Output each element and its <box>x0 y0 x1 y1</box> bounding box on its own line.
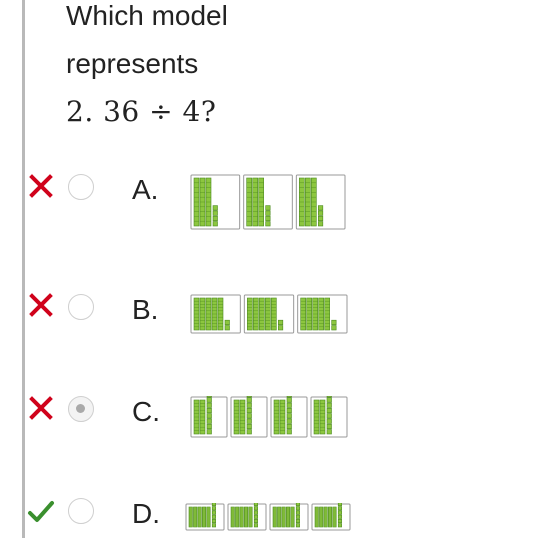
unit-cube <box>296 507 299 510</box>
unit-cube <box>296 519 299 522</box>
unit-cube <box>212 507 215 510</box>
unit-cube <box>287 396 292 397</box>
unit-cube <box>213 211 218 216</box>
tens-rod <box>200 400 205 434</box>
tens-rod <box>328 507 331 527</box>
unit-cube <box>225 326 230 331</box>
radio-button-selected[interactable] <box>68 396 94 422</box>
unit-cube <box>278 320 283 325</box>
unit-cube <box>327 414 332 419</box>
tens-rod <box>280 400 285 434</box>
tens-rod <box>212 298 217 330</box>
model-group <box>244 175 293 229</box>
tens-rod <box>200 178 205 226</box>
tens-rod <box>319 507 322 527</box>
left-border-rule <box>22 0 25 538</box>
tens-rod <box>194 400 199 434</box>
unit-cube <box>327 408 332 413</box>
unit-cube <box>213 206 218 211</box>
base-ten-model-a <box>190 174 346 230</box>
unit-cube <box>327 398 332 403</box>
unit-cube <box>287 430 292 435</box>
check-mark-icon <box>27 498 55 526</box>
unit-cube <box>287 414 292 419</box>
unit-cube <box>287 398 292 403</box>
tens-rod <box>240 507 243 527</box>
option-letter: D. <box>132 498 160 529</box>
x-mark-icon <box>27 172 55 200</box>
tens-rod <box>311 178 316 226</box>
x-mark-icon <box>27 394 55 422</box>
tens-rod <box>207 507 210 527</box>
unit-cube <box>266 206 271 211</box>
unit-cube <box>207 424 212 429</box>
tens-rod <box>299 178 304 226</box>
tens-rod <box>282 507 285 527</box>
x-mark-icon <box>27 291 55 319</box>
unit-cube <box>207 408 212 413</box>
tens-rod <box>200 298 205 330</box>
unit-cube <box>254 524 257 527</box>
unit-cube <box>247 398 252 403</box>
model-group <box>311 396 347 437</box>
tens-rod <box>234 400 239 434</box>
unit-cube <box>225 320 230 325</box>
tens-rod <box>206 298 211 330</box>
unit-cube <box>332 320 337 325</box>
unit-cube <box>207 398 212 403</box>
unit-cube <box>296 503 299 506</box>
model-group <box>312 503 350 530</box>
unit-cube <box>266 216 271 221</box>
answer-option-b[interactable] <box>0 280 536 340</box>
option-letter: A. <box>132 174 159 205</box>
base-ten-model-b <box>190 294 348 334</box>
unit-cube <box>247 408 252 413</box>
tens-rod <box>194 298 199 330</box>
unit-cube <box>338 524 341 527</box>
base-ten-model-c <box>190 396 348 438</box>
tens-rod <box>313 298 318 330</box>
option-letter: C. <box>132 396 160 427</box>
unit-cube <box>254 503 257 506</box>
unit-cube <box>207 403 212 408</box>
tens-rod <box>259 298 264 330</box>
unit-cube <box>212 503 215 506</box>
tens-rod <box>202 507 205 527</box>
radio-button[interactable] <box>68 294 94 320</box>
unit-cube <box>327 419 332 424</box>
unit-cube <box>212 515 215 518</box>
tens-rod <box>253 298 258 330</box>
model-group <box>296 175 345 229</box>
unit-cube <box>338 515 341 518</box>
model-group <box>186 503 224 530</box>
tens-rod <box>240 400 245 434</box>
unit-cube <box>332 326 337 331</box>
base-ten-model-d <box>185 503 351 531</box>
unit-cube <box>296 515 299 518</box>
tens-rod <box>206 178 211 226</box>
tens-rod <box>194 178 199 226</box>
unit-cube <box>254 519 257 522</box>
unit-cube <box>327 430 332 435</box>
unit-cube <box>266 222 271 227</box>
unit-cube <box>207 414 212 419</box>
tens-rod <box>218 298 223 330</box>
tens-rod <box>324 507 327 527</box>
unit-cube <box>207 396 212 397</box>
unit-cube <box>247 430 252 435</box>
unit-cube <box>247 424 252 429</box>
radio-button[interactable] <box>68 174 94 200</box>
tens-rod <box>249 507 252 527</box>
unit-cube <box>212 524 215 527</box>
model-group <box>298 295 347 333</box>
unit-cube <box>338 503 341 506</box>
unit-cube <box>247 396 252 397</box>
tens-rod <box>286 507 289 527</box>
model-group <box>271 396 307 437</box>
unit-cube <box>318 206 323 211</box>
tens-rod <box>247 178 252 226</box>
model-group <box>191 396 227 437</box>
unit-cube <box>278 326 283 331</box>
unit-cube <box>212 519 215 522</box>
tens-rod <box>259 178 264 226</box>
unit-cube <box>254 515 257 518</box>
model-group <box>270 503 308 530</box>
tens-rod <box>231 507 234 527</box>
answer-option-a[interactable] <box>0 160 536 220</box>
tens-rod <box>193 507 196 527</box>
unit-cube <box>254 511 257 514</box>
unit-cube <box>338 507 341 510</box>
unit-cube <box>327 396 332 397</box>
tens-rod <box>265 298 270 330</box>
unit-cube <box>318 211 323 216</box>
tens-rod <box>271 298 276 330</box>
tens-rod <box>235 507 238 527</box>
question-text <box>66 0 366 136</box>
model-group <box>191 295 240 333</box>
unit-cube <box>318 216 323 221</box>
model-group <box>191 175 240 229</box>
question-line-2: represents <box>66 48 199 79</box>
unit-cube <box>247 403 252 408</box>
tens-rod <box>325 298 330 330</box>
unit-cube <box>213 222 218 227</box>
unit-cube <box>247 414 252 419</box>
tens-rod <box>273 507 276 527</box>
model-group <box>228 503 266 530</box>
unit-cube <box>207 419 212 424</box>
tens-rod <box>301 298 306 330</box>
tens-rod <box>189 507 192 527</box>
tens-rod <box>291 507 294 527</box>
tens-rod <box>247 298 252 330</box>
unit-cube <box>338 511 341 514</box>
unit-cube <box>296 524 299 527</box>
tens-rod <box>315 507 318 527</box>
unit-cube <box>287 403 292 408</box>
unit-cube <box>296 511 299 514</box>
unit-cube <box>287 424 292 429</box>
unit-cube <box>327 424 332 429</box>
unit-cube <box>212 511 215 514</box>
unit-cube <box>254 507 257 510</box>
question-line-1: Which model <box>66 0 228 31</box>
unit-cube <box>266 211 271 216</box>
tens-rod <box>277 507 280 527</box>
unit-cube <box>287 408 292 413</box>
unit-cube <box>327 403 332 408</box>
option-letter: B. <box>132 294 159 325</box>
tens-rod <box>314 400 319 434</box>
unit-cube <box>207 430 212 435</box>
tens-rod <box>253 178 258 226</box>
unit-cube <box>318 222 323 227</box>
answer-option-d[interactable] <box>0 484 536 538</box>
unit-cube <box>247 419 252 424</box>
tens-rod <box>333 507 336 527</box>
tens-rod <box>305 178 310 226</box>
model-group <box>231 396 267 437</box>
unit-cube <box>213 216 218 221</box>
question-expression: 2. 36 ÷ 4? <box>66 95 217 128</box>
unit-cube <box>338 519 341 522</box>
tens-rod <box>320 400 325 434</box>
radio-button[interactable] <box>68 498 94 524</box>
tens-rod <box>198 507 201 527</box>
unit-cube <box>287 419 292 424</box>
tens-rod <box>307 298 312 330</box>
tens-rod <box>274 400 279 434</box>
tens-rod <box>319 298 324 330</box>
answer-option-c[interactable] <box>0 382 536 442</box>
model-group <box>244 295 293 333</box>
tens-rod <box>244 507 247 527</box>
